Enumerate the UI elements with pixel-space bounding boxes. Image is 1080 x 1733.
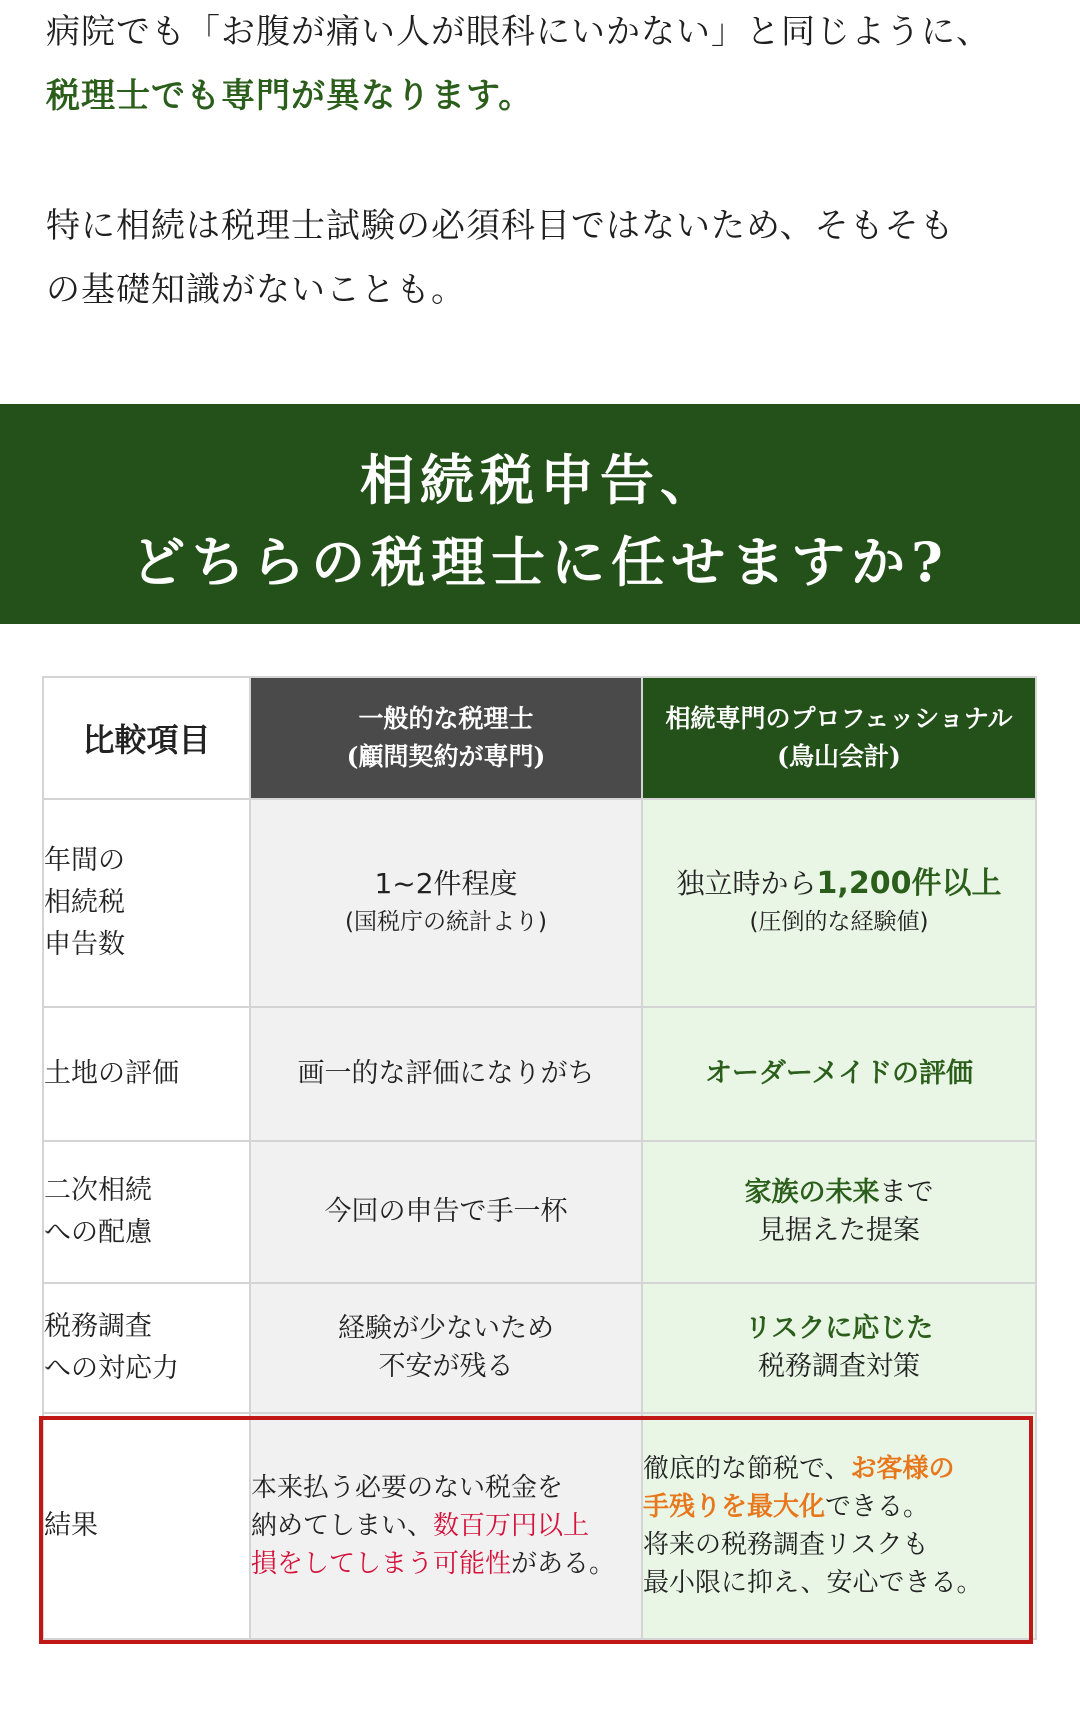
general-audit-line-1: 経験が少ないため: [338, 1313, 554, 1344]
table-row: [43, 799, 1036, 1007]
general-audit-line-2: 不安が残る: [378, 1351, 514, 1382]
banner-title-line-1: 相続税申告、: [360, 448, 720, 512]
intro-highlight: 税理士でも専門が異なります。: [46, 76, 534, 116]
pro-result-cell: [642, 1413, 1036, 1639]
general-result-loss-risk: 損をしてしまう可能性: [251, 1549, 512, 1579]
pro-result-can: できる。: [825, 1492, 930, 1522]
header-inheritance-professional: [642, 677, 1036, 799]
table-row: [43, 1007, 1036, 1141]
row-label-land-valuation: [43, 1007, 250, 1141]
row-label-filings: [43, 799, 250, 1007]
pro-result-customer: お客様の: [850, 1454, 955, 1484]
general-result-loss-amount: 数百万円以上: [433, 1511, 590, 1541]
general-filings-value: 1~2件程度: [374, 867, 518, 900]
comparison-table: [42, 676, 1037, 1640]
row-label-line: 土地の評価: [44, 1058, 179, 1089]
table-header-row: [43, 677, 1036, 799]
pro-result-line-4: 最小限に抑え、安心できる。: [643, 1568, 983, 1598]
row-label-line: 税務調査: [44, 1311, 152, 1342]
pro-audit-cell: [642, 1283, 1036, 1413]
general-land-value: 画一的な評価になりがち: [297, 1058, 595, 1089]
table-row: [43, 1283, 1036, 1413]
row-label-line: への配慮: [44, 1217, 152, 1248]
pro-secondary-suffix: まで: [879, 1177, 934, 1208]
header-comparison-item: 比較項目: [43, 677, 250, 799]
row-label-line: 相続税: [44, 887, 125, 918]
pro-filings-note: (圧倒的な経験値): [749, 909, 929, 935]
pro-audit-highlight: リスクに応じた: [744, 1313, 934, 1344]
general-filings-cell: [250, 799, 642, 1007]
intro-line-4: の基礎知識がないことも。: [46, 270, 466, 310]
intro-text: [46, 0, 1046, 322]
header-general-tax-accountant: [250, 677, 642, 799]
pro-filings-value: 1,200件以上: [816, 866, 1002, 901]
table-row: [43, 1141, 1036, 1283]
pro-filings-cell: [642, 799, 1036, 1007]
pro-secondary-line-2: 見据えた提案: [758, 1215, 920, 1246]
pro-secondary-cell: [642, 1141, 1036, 1283]
general-secondary-value: 今回の申告で手一杯: [324, 1196, 568, 1227]
banner-title-line-2: どちらの税理士に任せますか?: [131, 530, 949, 594]
general-result-line-1: 本来払う必要のない税金を: [251, 1473, 564, 1503]
result-row: [43, 1413, 1036, 1639]
header-general-title: 一般的な税理士: [358, 704, 534, 733]
row-label-tax-audit: [43, 1283, 250, 1413]
row-label-result: [43, 1413, 250, 1639]
row-label-secondary-inheritance: [43, 1141, 250, 1283]
general-result-prefix: 納めてしまい、: [251, 1511, 434, 1541]
general-land-cell: [250, 1007, 642, 1141]
pro-result-maximize: 手残りを最大化: [643, 1492, 826, 1522]
row-label-line: 二次相続: [44, 1175, 152, 1206]
pro-audit-line-2: 税務調査対策: [758, 1351, 920, 1382]
header-general-sub: (顧問契約が専門): [346, 742, 546, 771]
pro-result-prefix: 徹底的な節税で、: [643, 1454, 851, 1484]
pro-result-line-3: 将来の税務調査リスクも: [643, 1530, 929, 1560]
general-audit-cell: [250, 1283, 642, 1413]
pro-secondary-highlight: 家族の未来: [744, 1177, 880, 1208]
intro-line-3: 特に相続は税理士試験の必須科目ではないため、そもそも: [46, 206, 955, 246]
row-label-line: 結果: [44, 1510, 98, 1541]
row-label-line: 申告数: [44, 929, 125, 960]
question-banner: [0, 404, 1080, 624]
general-filings-note: (国税庁の統計より): [345, 909, 547, 935]
row-label-line: への対応力: [44, 1353, 179, 1384]
general-result-cell: [250, 1413, 642, 1639]
general-secondary-cell: [250, 1141, 642, 1283]
header-pro-title: 相続専門のプロフェッショナル: [665, 704, 1013, 733]
header-pro-sub: (鳥山会計): [777, 742, 901, 771]
pro-filings-prefix: 独立時から: [676, 867, 817, 900]
pro-land-value: オーダーメイドの評価: [704, 1058, 974, 1089]
row-label-line: 年間の: [44, 845, 125, 876]
intro-line-1: 病院でも「お腹が痛い人が眼科にいかない」と同じように、: [46, 12, 991, 52]
pro-land-cell: [642, 1007, 1036, 1141]
general-result-suffix: がある。: [511, 1549, 616, 1579]
